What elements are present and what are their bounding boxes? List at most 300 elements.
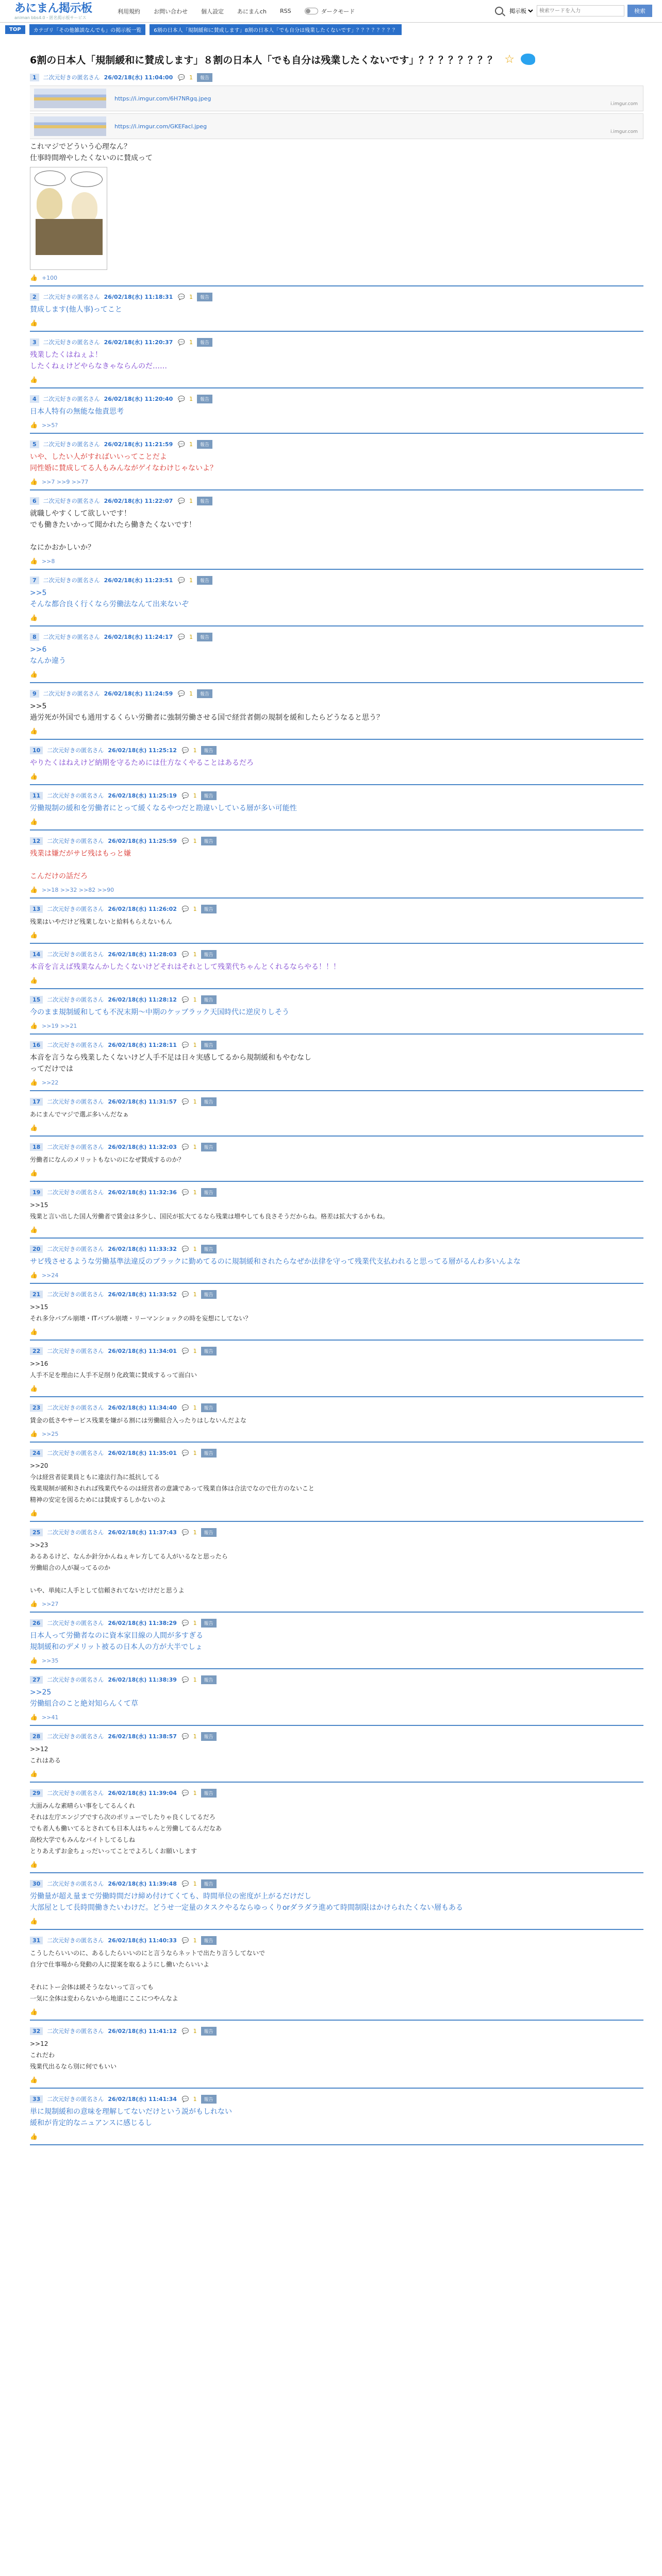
post-18 <box>30 1142 643 1182</box>
speech-bubble-icon <box>35 171 65 186</box>
like-count: +100 <box>41 274 58 281</box>
post-body: >>20 今は経営者従業員ともに違法行為に抵抗してる 残業規制が緩和されれば残業代やるのは経営者の意識であって残業自体は合法でなので仕方のないこと 精神の安定を図るためには賛成するしかないのよ <box>30 1462 315 1503</box>
like-thumb-icon[interactable]: 👍 <box>30 319 38 327</box>
post-footer <box>30 478 643 485</box>
like-thumb-icon[interactable]: 👍 <box>30 2076 38 2083</box>
report-button[interactable]: 報告 <box>197 338 212 347</box>
reply-count: 1 <box>189 633 193 640</box>
like-thumb-icon[interactable]: 👍 <box>30 1657 38 1664</box>
reply-count: 1 <box>193 1676 197 1683</box>
reply-count-icon[interactable]: 💬 <box>178 293 185 300</box>
reply-count: 1 <box>189 690 193 697</box>
post-footer <box>30 886 643 893</box>
post-number[interactable]: 9 <box>30 690 39 698</box>
post-footer <box>30 557 643 565</box>
like-thumb-icon[interactable]: 👍 <box>30 376 38 383</box>
post-header <box>30 575 643 585</box>
like-thumb-icon[interactable]: 👍 <box>30 478 38 485</box>
post-number[interactable]: 16 <box>30 1041 43 1049</box>
post-6 <box>30 496 643 570</box>
report-button[interactable]: 報告 <box>201 2027 217 2036</box>
reply-links[interactable]: >>24 <box>41 1272 59 1279</box>
report-button[interactable]: 報告 <box>201 1403 217 1412</box>
search-area <box>495 5 652 17</box>
post-date: 26/02/18(水) 11:32:03 <box>108 1144 177 1150</box>
site-header <box>0 0 662 23</box>
post-number[interactable]: 12 <box>30 837 43 845</box>
post-32 <box>30 2026 643 2089</box>
reply-count-icon[interactable]: 💬 <box>181 1098 189 1105</box>
reply-count-icon[interactable]: 💬 <box>181 1041 189 1048</box>
report-button[interactable]: 報告 <box>201 746 217 755</box>
post-footer <box>30 1770 643 1777</box>
report-button[interactable]: 報告 <box>201 1732 217 1741</box>
reply-count: 1 <box>193 1098 197 1105</box>
like-thumb-icon[interactable]: 👍 <box>30 977 38 984</box>
like-thumb-icon[interactable]: 👍 <box>30 1430 38 1437</box>
like-thumb-icon[interactable]: 👍 <box>30 1226 38 1233</box>
post-header <box>30 496 643 506</box>
report-button[interactable]: 報告 <box>201 1041 217 1049</box>
report-button[interactable]: 報告 <box>197 497 212 505</box>
post-number[interactable]: 10 <box>30 747 43 754</box>
reply-count-icon[interactable]: 💬 <box>181 792 189 799</box>
post-23 <box>30 1402 643 1443</box>
poster-name: 二次元好きの匿名さん <box>47 1042 104 1048</box>
reply-count: 1 <box>189 74 193 81</box>
reply-count-icon[interactable]: 💬 <box>181 1529 189 1536</box>
reply-count-icon[interactable]: 💬 <box>178 338 185 346</box>
post-20 <box>30 1244 643 1284</box>
post-header <box>30 1731 643 1741</box>
post-number[interactable]: 27 <box>30 1676 43 1684</box>
reply-count: 1 <box>193 1789 197 1797</box>
post-footer <box>30 1226 643 1233</box>
like-thumb-icon[interactable]: 👍 <box>30 1600 38 1607</box>
reply-count-icon[interactable]: 💬 <box>181 951 189 958</box>
reply-count-icon[interactable]: 💬 <box>181 2027 189 2035</box>
reply-count: 1 <box>193 1733 197 1740</box>
reply-links[interactable]: >>8 <box>41 557 55 565</box>
poster-name: 二次元好きの匿名さん <box>43 690 100 697</box>
poster-name: 二次元好きの匿名さん <box>47 951 104 958</box>
post-date: 26/02/18(水) 11:24:17 <box>104 634 173 640</box>
link-thumbnail <box>34 89 106 108</box>
poster-name: 二次元好きの匿名さん <box>43 577 100 584</box>
poster-name: 二次元好きの匿名さん <box>47 1880 104 1887</box>
report-button[interactable]: 報告 <box>201 905 217 913</box>
reply-count-icon[interactable]: 💬 <box>178 440 185 448</box>
report-button[interactable]: 報告 <box>201 2095 217 2104</box>
report-button[interactable]: 報告 <box>201 1188 217 1197</box>
like-thumb-icon[interactable]: 👍 <box>30 886 38 893</box>
search-scope-select[interactable] <box>507 7 535 15</box>
search-icon <box>495 7 503 15</box>
reply-count: 1 <box>193 1937 197 1944</box>
reply-count-icon[interactable]: 💬 <box>178 497 185 504</box>
post-header <box>30 688 643 699</box>
post-13 <box>30 904 643 944</box>
like-thumb-icon[interactable]: 👍 <box>30 773 38 780</box>
post-header <box>30 1935 643 1945</box>
poster-name: 二次元好きの匿名さん <box>47 1450 104 1456</box>
reply-count-icon[interactable]: 💬 <box>181 1733 189 1740</box>
like-thumb-icon[interactable]: 👍 <box>30 931 38 939</box>
report-button[interactable]: 報告 <box>201 1879 217 1888</box>
post-footer <box>30 274 643 281</box>
header-nav <box>118 7 368 15</box>
post-footer <box>30 1657 643 1664</box>
post-header <box>30 1878 643 1889</box>
reply-count-icon[interactable]: 💬 <box>178 633 185 640</box>
report-button[interactable]: 報告 <box>201 1143 217 1151</box>
post-number[interactable]: 20 <box>30 1245 43 1253</box>
post-footer <box>30 671 643 678</box>
post-date: 26/02/18(水) 11:32:36 <box>108 1189 177 1196</box>
post-header <box>30 1187 643 1197</box>
report-button[interactable]: 報告 <box>201 1097 217 1106</box>
post-date: 26/02/18(水) 11:28:12 <box>108 996 177 1003</box>
post-number[interactable]: 6 <box>30 497 39 505</box>
reply-count-icon[interactable]: 💬 <box>181 1143 189 1150</box>
reply-count: 1 <box>189 577 193 584</box>
reply-count-icon[interactable]: 💬 <box>181 1449 189 1456</box>
thread-title: 6割の日本人「規制緩和に賛成します」８割の日本人「でも自分は残業したくないです」？？？？？？？？ <box>30 54 498 66</box>
poster-name: 二次元好きの匿名さん <box>43 498 100 504</box>
post-number[interactable]: 7 <box>30 577 39 584</box>
post-number[interactable]: 15 <box>30 996 43 1004</box>
search-input[interactable] <box>537 5 624 16</box>
post-body: 残業はいやだけど残業しないと給料もらえないもん <box>30 918 173 925</box>
like-thumb-icon[interactable]: 👍 <box>30 2133 38 2140</box>
reply-count-icon[interactable]: 💬 <box>181 1880 189 1887</box>
post-number[interactable]: 18 <box>30 1143 43 1151</box>
post-number[interactable]: 11 <box>30 792 43 800</box>
post-body: >>12 これはある <box>30 1745 61 1764</box>
reply-links[interactable]: >>25 <box>41 1430 59 1437</box>
reply-links[interactable]: >>35 <box>41 1657 59 1664</box>
link-preview[interactable] <box>30 113 643 139</box>
post-body: >>25 労働組合のこと絶対知らんくて草 <box>30 1688 138 1708</box>
reply-count-icon[interactable]: 💬 <box>178 577 185 584</box>
link-preview[interactable] <box>30 86 643 111</box>
report-button[interactable]: 報告 <box>197 440 212 449</box>
like-thumb-icon[interactable]: 👍 <box>30 1714 38 1721</box>
like-thumb-icon[interactable]: 👍 <box>30 1861 38 1868</box>
report-button[interactable]: 報告 <box>201 1789 217 1798</box>
post-date: 26/02/18(水) 11:23:51 <box>104 577 173 584</box>
post-number[interactable]: 32 <box>30 2027 43 2035</box>
post-footer <box>30 1918 643 1925</box>
poster-name: 二次元好きの匿名さん <box>47 2096 104 2103</box>
post-footer <box>30 818 643 825</box>
reply-count-icon[interactable]: 💬 <box>181 905 189 912</box>
like-thumb-icon[interactable]: 👍 <box>30 1385 38 1392</box>
reply-count-icon[interactable]: 💬 <box>178 690 185 697</box>
report-button[interactable]: 報告 <box>197 395 212 403</box>
post-header <box>30 394 643 404</box>
reply-count-icon[interactable]: 💬 <box>181 1404 189 1411</box>
toggle-switch-icon[interactable] <box>305 8 318 14</box>
report-button[interactable]: 報告 <box>201 1675 217 1684</box>
post-body: これマジでどういう心理なん？ 仕事時間増やしたくないのに賛成って <box>30 143 153 162</box>
post-date: 26/02/18(水) 11:39:04 <box>108 1790 177 1797</box>
post-body: 単に規制緩和の意味を理解してないだけという説がもしれない 緩和が肯定的なニュアンスに感じるし <box>30 2108 232 2127</box>
post-date: 26/02/18(水) 11:28:11 <box>108 1042 177 1048</box>
report-button[interactable]: 報告 <box>197 293 212 301</box>
post-body: 労働規制の緩和を労働者にとって緩くなるやつだと勘違いしている層が多い可能性 <box>30 804 297 812</box>
reply-count-icon[interactable]: 💬 <box>181 1676 189 1683</box>
report-button[interactable]: 報告 <box>201 1619 217 1628</box>
like-thumb-icon[interactable]: 👍 <box>30 274 38 281</box>
poster-name: 二次元好きの匿名さん <box>43 396 100 402</box>
reply-links[interactable]: >>5? <box>41 421 58 429</box>
like-thumb-icon[interactable]: 👍 <box>30 421 38 429</box>
report-button[interactable]: 報告 <box>197 689 212 698</box>
reply-count: 1 <box>193 1529 197 1536</box>
poster-name: 二次元好きの匿名さん <box>47 1790 104 1797</box>
link-previews <box>30 86 643 139</box>
report-button[interactable]: 報告 <box>197 576 212 585</box>
post-footer <box>30 977 643 984</box>
breadcrumb-thread[interactable]: 6割の日本人「規制緩和に賛成します」8割の日本人「でも自分は残業したくないです」？？？？？？？？ <box>150 24 402 35</box>
post-footer <box>30 1170 643 1177</box>
reply-count-icon[interactable]: 💬 <box>178 395 185 402</box>
post-number[interactable]: 28 <box>30 1733 43 1740</box>
report-button[interactable]: 報告 <box>201 837 217 845</box>
like-thumb-icon[interactable]: 👍 <box>30 1272 38 1279</box>
reply-links[interactable]: >>22 <box>41 1079 59 1086</box>
report-button[interactable]: 報告 <box>201 1528 217 1537</box>
reply-count: 1 <box>193 837 197 844</box>
post-number[interactable]: 4 <box>30 395 39 403</box>
search-button[interactable]: 検索 <box>627 5 652 17</box>
report-button[interactable]: 報告 <box>201 1936 217 1945</box>
post-date: 26/02/18(水) 11:41:34 <box>108 2096 177 2103</box>
reply-count-icon[interactable]: 💬 <box>181 1245 189 1252</box>
reply-count: 1 <box>189 440 193 448</box>
post-header <box>30 994 643 1005</box>
post-number[interactable]: 23 <box>30 1404 43 1412</box>
reply-count: 1 <box>193 905 197 912</box>
reply-count: 1 <box>189 293 193 300</box>
post-number[interactable]: 14 <box>30 951 43 958</box>
post-body: 本音を言うなら残業したくないけど人手不足は日々実感してるから規制緩和もやむなし ってだけでは <box>30 1054 311 1073</box>
report-button[interactable]: 報告 <box>201 995 217 1004</box>
post-4 <box>30 394 643 434</box>
report-button[interactable]: 報告 <box>201 1290 217 1299</box>
logo-text[interactable]: あにまん掲示板 <box>14 2 92 15</box>
report-button[interactable]: 報告 <box>197 633 212 641</box>
post-header <box>30 72 643 82</box>
post-footer <box>30 1079 643 1086</box>
post-1 <box>30 72 643 286</box>
post-footer <box>30 1600 643 1607</box>
post-number[interactable]: 33 <box>30 2095 43 2103</box>
breadcrumb-category[interactable]: カテゴリ「その他雑談なんでも」の掲示板一覧 <box>29 24 146 35</box>
reply-links[interactable]: >>41 <box>41 1714 59 1721</box>
like-thumb-icon[interactable]: 👍 <box>30 1510 38 1517</box>
like-thumb-icon[interactable]: 👍 <box>30 671 38 678</box>
like-thumb-icon[interactable]: 👍 <box>30 2008 38 2015</box>
post-header <box>30 1618 643 1628</box>
post-number[interactable]: 22 <box>30 1347 43 1355</box>
post-number[interactable]: 17 <box>30 1098 43 1106</box>
post-number[interactable]: 1 <box>30 74 39 81</box>
post-header <box>30 790 643 801</box>
post-25 <box>30 1527 643 1613</box>
post-date: 26/02/18(水) 11:37:43 <box>108 1529 177 1536</box>
like-thumb-icon[interactable]: 👍 <box>30 1328 38 1335</box>
post-footer <box>30 773 643 780</box>
post-number[interactable]: 2 <box>30 293 39 301</box>
post-number[interactable]: 31 <box>30 1937 43 1944</box>
like-thumb-icon[interactable]: 👍 <box>30 727 38 735</box>
report-button[interactable]: 報告 <box>201 950 217 959</box>
post-footer <box>30 319 643 327</box>
like-thumb-icon[interactable]: 👍 <box>30 1079 38 1086</box>
like-thumb-icon[interactable]: 👍 <box>30 1170 38 1177</box>
post-number[interactable]: 19 <box>30 1189 43 1196</box>
nav-rss-link[interactable]: RSS <box>280 8 291 14</box>
post-22 <box>30 1346 643 1397</box>
reply-count-icon[interactable]: 💬 <box>181 996 189 1003</box>
post-body: >>12 これだわ 残業代出るなら別に何でもいい <box>30 2040 117 2070</box>
post-29 <box>30 1788 643 1873</box>
report-button[interactable]: 報告 <box>201 1245 217 1253</box>
post-body: 就職しやすくして欲しいです！ でも働きたいかって聞かれたら働きたくないです！ なにかおかしいか？ <box>30 510 196 552</box>
reply-count-icon[interactable]: 💬 <box>181 1619 189 1626</box>
reply-links[interactable]: >>18 >>32 >>82 >>90 <box>41 886 114 893</box>
reply-count-icon[interactable]: 💬 <box>181 1291 189 1298</box>
post-date: 26/02/18(水) 11:26:02 <box>108 906 177 912</box>
poster-name: 二次元好きの匿名さん <box>43 441 100 448</box>
report-button[interactable]: 報告 <box>201 1449 217 1458</box>
post-number[interactable]: 26 <box>30 1619 43 1627</box>
post-body: 残業は嫌だがサビ残はもっと嫌 こんだけの話だろ <box>30 850 131 880</box>
reply-links[interactable]: >>7 >>9 >>77 <box>41 478 89 485</box>
poster-name: 二次元好きの匿名さん <box>43 634 100 640</box>
like-thumb-icon[interactable]: 👍 <box>30 818 38 825</box>
reply-count: 1 <box>189 338 193 346</box>
post-21 <box>30 1289 643 1341</box>
breadcrumb-top[interactable]: TOP <box>5 25 25 34</box>
poster-name: 二次元好きの匿名さん <box>47 1348 104 1354</box>
like-thumb-icon[interactable]: 👍 <box>30 1022 38 1029</box>
reply-count-icon[interactable]: 💬 <box>181 1937 189 1944</box>
post-date: 26/02/18(水) 11:33:52 <box>108 1291 177 1298</box>
like-thumb-icon[interactable]: 👍 <box>30 1770 38 1777</box>
reply-count-icon[interactable]: 💬 <box>181 747 189 754</box>
post-footer <box>30 421 643 429</box>
post-footer <box>30 931 643 939</box>
post-8 <box>30 632 643 683</box>
twitter-share-icon[interactable] <box>521 54 535 65</box>
nav-animanch-link[interactable]: あにまんch <box>237 8 267 15</box>
like-thumb-icon[interactable]: 👍 <box>30 1124 38 1131</box>
like-thumb-icon[interactable]: 👍 <box>30 557 38 565</box>
post-list <box>30 72 643 2145</box>
post-number[interactable]: 13 <box>30 905 43 913</box>
poster-name: 二次元好きの匿名さん <box>43 339 100 346</box>
post-body: 大面みんな素晴らい事をしてるんくれ それは左庁エンジブですら次のボリューでしたりゃ良くしてるだろ でも者人も働いてるとされても日本人はちゃんと労働してるんだなあ 高校大学でもみんなバイトしてるしね とりあえずお金ちょっだいってことでよろしくお願いします <box>30 1802 222 1855</box>
post-header <box>30 1788 643 1798</box>
thread-title-row <box>30 52 643 67</box>
poster-name: 二次元好きの匿名さん <box>47 1620 104 1626</box>
reply-count-icon[interactable]: 💬 <box>181 1347 189 1354</box>
link-url[interactable]: https://i.imgur.com/GKEFacl.jpeg <box>114 123 207 130</box>
attached-illustration[interactable] <box>30 167 107 270</box>
favorite-star-icon[interactable]: ☆ <box>504 53 515 66</box>
darkmode-toggle[interactable] <box>305 7 355 15</box>
post-header <box>30 337 643 347</box>
reply-count-icon[interactable]: 💬 <box>181 837 189 844</box>
reply-count: 1 <box>193 1041 197 1048</box>
report-button[interactable]: 報告 <box>201 791 217 800</box>
report-button[interactable]: 報告 <box>201 1347 217 1355</box>
post-number[interactable]: 29 <box>30 1789 43 1797</box>
post-number[interactable]: 30 <box>30 1880 43 1888</box>
post-body: >>6 なんか違う <box>30 646 66 665</box>
link-thumbnail <box>34 116 106 136</box>
post-body: >>23 あるあるけど、なんか針分かんねぇキレ方してる人がいるなと思ったら 労働組合の人が凝ってるのか いや、単純に人手として信頼されてないだけだと思うよ <box>30 1541 228 1594</box>
nav-settings-link[interactable]: 個人設定 <box>201 8 224 15</box>
reply-count-icon[interactable]: 💬 <box>181 1789 189 1797</box>
post-header <box>30 292 643 302</box>
link-url[interactable]: https://i.imgur.com/6H7NRgq.jpeg <box>114 95 211 102</box>
post-body: >>15 それ多分バブル崩壊・ITバブル崩壊・リーマンショックの時を妄想にしてない？ <box>30 1303 252 1322</box>
report-button[interactable]: 報告 <box>197 73 212 82</box>
post-28 <box>30 1731 643 1783</box>
site-logo[interactable] <box>14 2 102 20</box>
reply-links[interactable]: >>27 <box>41 1600 59 1607</box>
post-date: 26/02/18(水) 11:31:57 <box>108 1098 177 1105</box>
post-header <box>30 632 643 642</box>
post-header <box>30 745 643 755</box>
post-number[interactable]: 21 <box>30 1291 43 1298</box>
post-header <box>30 1289 643 1299</box>
post-number[interactable]: 25 <box>30 1529 43 1536</box>
reply-count-icon[interactable]: 💬 <box>181 1189 189 1196</box>
post-26 <box>30 1618 643 1669</box>
post-31 <box>30 1935 643 2021</box>
nav-contact-link[interactable]: お問い合わせ <box>154 8 188 15</box>
post-date: 26/02/18(水) 11:20:37 <box>104 339 173 346</box>
like-thumb-icon[interactable]: 👍 <box>30 1918 38 1925</box>
reply-count: 1 <box>193 1449 197 1456</box>
post-body: 日本人特有の無能な他責思考 <box>30 408 124 416</box>
post-number[interactable]: 24 <box>30 1449 43 1457</box>
post-16 <box>30 1040 643 1091</box>
post-body: 今のまま規制緩和しても不況末期～中期のケッブラック天国時代に逆戻りしそう <box>30 1008 290 1016</box>
post-body: あにまんでマジで選ぶ多いんだなぁ <box>30 1111 129 1118</box>
reply-links[interactable]: >>19 >>21 <box>41 1022 77 1029</box>
post-date: 26/02/18(水) 11:20:40 <box>104 396 173 402</box>
post-number[interactable]: 5 <box>30 440 39 448</box>
nav-terms-link[interactable]: 利用規約 <box>118 8 140 15</box>
link-domain: i.imgur.com <box>610 129 638 134</box>
reply-count-icon[interactable]: 💬 <box>178 74 185 81</box>
like-thumb-icon[interactable]: 👍 <box>30 614 38 621</box>
post-header <box>30 836 643 846</box>
post-24 <box>30 1448 643 1522</box>
character-illustration <box>37 188 62 219</box>
post-header <box>30 1448 643 1458</box>
poster-name: 二次元好きの匿名さん <box>47 1189 104 1196</box>
reply-count-icon[interactable]: 💬 <box>181 2095 189 2103</box>
post-number[interactable]: 8 <box>30 633 39 641</box>
post-number[interactable]: 3 <box>30 338 39 346</box>
